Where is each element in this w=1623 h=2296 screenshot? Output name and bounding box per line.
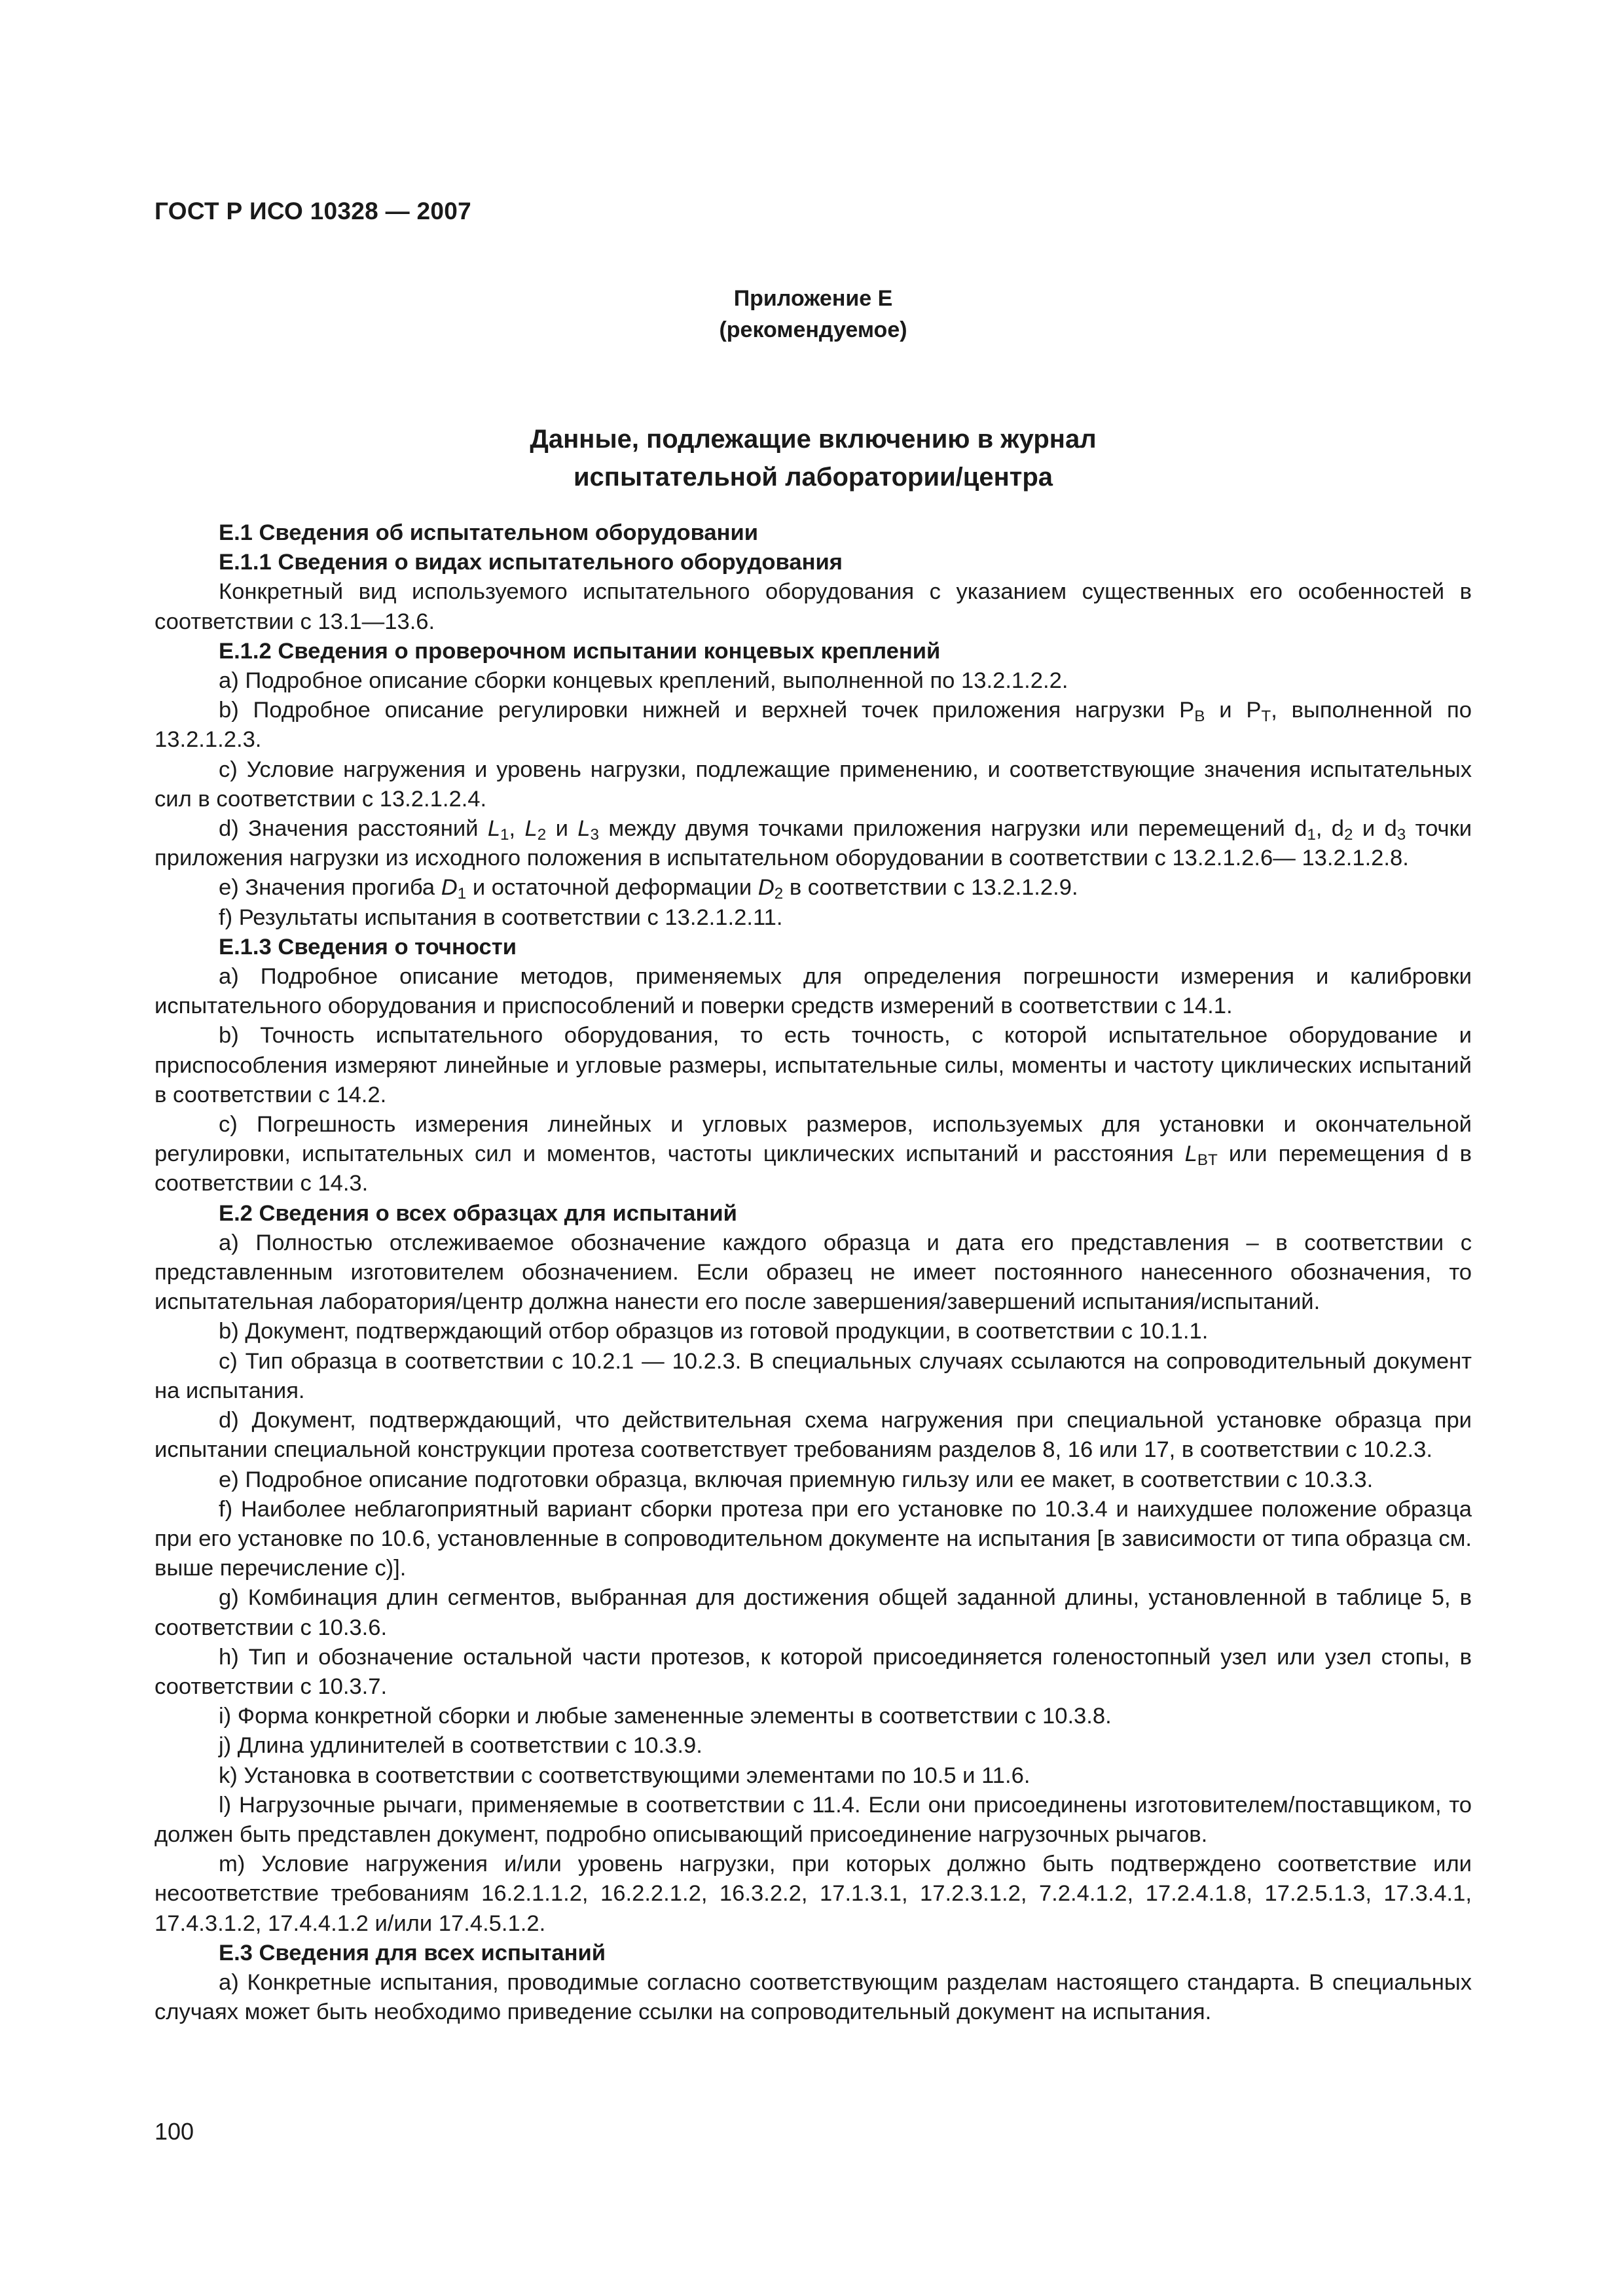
item-e1-2-e: e) Значения прогиба $D_1$ и остаточной деформации $D_2$ в соответствии с 13.2.1.2.9. — [219, 875, 1078, 903]
item-e1-2-f: f) Результаты испытания в соответствии с 13.2.1.2.11. — [219, 905, 783, 930]
annex-heading — [155, 283, 1472, 346]
item-e2-c: c) Тип образца в соответствии с 10.2.1 — 10.2.3. В специальных случаях ссылаются на сопроводительный документ на испытания. — [155, 1348, 1472, 1403]
section-heading-e1: Е.1 Сведения об испытательном оборудовании — [219, 520, 759, 545]
paragraph-e1-1: Конкретный вид используемого испытательного оборудования с указанием существенных его особенностей в соответствии с 13.1—13.6. — [155, 579, 1472, 634]
item-e1-2-c: c) Условие нагружения и уровень нагрузки, подлежащие применению, и соответствующие значения испытательных сил в соответствии с 13.2.1.2.4. — [155, 757, 1472, 812]
item-e1-2-a: a) Подробное описание сборки концевых креплений, выполненной по 13.2.1.2.2. — [219, 668, 1068, 694]
page-number: 100 — [155, 2118, 194, 2145]
annex-title — [155, 420, 1472, 496]
item-e2-f: f) Наиболее неблагоприятный вариант сборки протеза при его установке по 10.3.4 и наихудшее положение образца при его установке по 10.6, установленные в сопроводительном документе на испытания [в зависимости от типа образца см. выше перечисление с)]. — [155, 1496, 1472, 1581]
item-e2-l: l) Нагрузочные рычаги, применяемые в соответствии с 11.4. Если они присоединены изготовителем/поставщиком, то должен быть представлен документ, подробно описывающий присоединение нагрузочных рычагов. — [155, 1792, 1472, 1847]
annex-status: (рекомендуемое) — [719, 317, 907, 342]
item-e3-a: a) Конкретные испытания, проводимые согласно соответствующим разделам настоящего стандарта. В специальных случаях может быть необходимо приведение ссылки на сопроводительный документ на испытания. — [155, 1969, 1472, 2025]
item-e2-j: j) Длина удлинителей в соответствии с 10.3.9. — [219, 1733, 702, 1759]
document-body — [155, 518, 1472, 2027]
section-heading-e3: Е.3 Сведения для всех испытаний — [219, 1940, 606, 1965]
section-heading-e2: Е.2 Сведения о всех образцах для испытаний — [219, 1200, 737, 1226]
item-e2-a: a) Полностью отслеживаемое обозначение каждого образца и дата его представления – в соответствии с представленным изготовителем обозначением. Если образец не имеет постоянного нанесенного обозначения, то испытательная лаборатория/центр должна нанести его после завершения/завершений испытания/испытаний. — [155, 1230, 1472, 1315]
subsection-heading-e1-3: Е.1.3 Сведения о точности — [219, 934, 517, 960]
item-e2-m: m) Условие нагружения и/или уровень нагрузки, при которых должно быть подтверждено соответствие или несоответствие требованиям 16.2.1.1.2, 16.2.2.1.2, 16.3.2.2, 17.1.3.1, 17.2.3.1.2, 7.2.4.1.2, 17.2.4.1.8, 17.2.5.1.3, 17.3.4.1, 17.4.3.1.2, 17.4.4.1.2 и/или 17.4.5.1.2. — [155, 1852, 1472, 1936]
item-e1-3-a: a) Подробное описание методов, применяемых для определения погрешности измерения и калибровки испытательного оборудования и приспособлений и поверки средств измерений в соответствии с 14.1. — [155, 964, 1472, 1019]
item-e2-g: g) Комбинация длин сегментов, выбранная для достижения общей заданной длины, установленной в таблице 5, в соответствии с 10.3.6. — [155, 1585, 1472, 1640]
document-header: ГОСТ Р ИСО 10328 — 2007 — [155, 198, 472, 224]
item-e2-e: e) Подробное описание подготовки образца, включая приемную гильзу или ее макет, в соответствии с 10.3.3. — [219, 1467, 1374, 1492]
subsection-heading-e1-2: Е.1.2 Сведения о проверочном испытании концевых креплений — [219, 638, 941, 664]
item-e1-2-b: b) Подробное описание регулировки нижней и верхней точек приложения нагрузки $P_B$ и $P_T$, выполненной по 13.2.1.2.3. — [155, 698, 1472, 753]
item-e2-b: b) Документ, подтверждающий отбор образцов из готовой продукции, в соответствии с 10.1.1. — [219, 1319, 1209, 1344]
item-e2-d: d) Документ, подтверждающий, что действительная схема нагружения при специальной установке образца при испытании специальной конструкции протеза соответствует требованиям разделов 8, 16 или 17, в соответствии с 10.2.3. — [155, 1408, 1472, 1463]
subsection-heading-e1-1: Е.1.1 Сведения о видах испытательного оборудования — [219, 550, 843, 575]
item-e1-2-d: d) Значения расстояний $L_1$, $L_2$ и $L_3$ между двумя точками приложения нагрузки или перемещений $d_1$, $d_2$ и $d_3$ точки приложения нагрузки из исходного положения в испытательном оборудовании в соответствии с 13.2.1.2.6— 13.2.1.2.8. — [155, 816, 1472, 871]
item-e2-h: h) Тип и обозначение остальной части протезов, к которой присоединяется голеностопный узел или узел стопы, в соответствии с 10.3.7. — [155, 1644, 1472, 1699]
annex-title-line-1: Данные, подлежащие включению в журнал — [530, 425, 1097, 454]
item-e2-k: k) Установка в соответствии с соответствующими элементами по 10.5 и 11.6. — [219, 1763, 1030, 1788]
annex-label: Приложение Е — [733, 286, 893, 311]
item-e2-i: i) Форма конкретной сборки и любые замененные элементы в соответствии с 10.3.8. — [219, 1704, 1112, 1729]
item-e1-3-b: b) Точность испытательного оборудования, то есть точность, с которой испытательное оборудование и приспособления измеряют линейные и угловые размеры, испытательные силы, моменты и частоту циклических испытаний в соответствии с 14.2. — [155, 1023, 1472, 1107]
item-e1-3-c: c) Погрешность измерения линейных и угловых размеров, используемых для установки и окончательной регулировки, испытательных сил и моментов, частоты циклических испытаний и расстояния $L_{BT}$ или перемещения d в соответствии с 14.3. — [155, 1112, 1472, 1196]
annex-title-line-2: испытательной лаборатории/центра — [573, 463, 1053, 492]
